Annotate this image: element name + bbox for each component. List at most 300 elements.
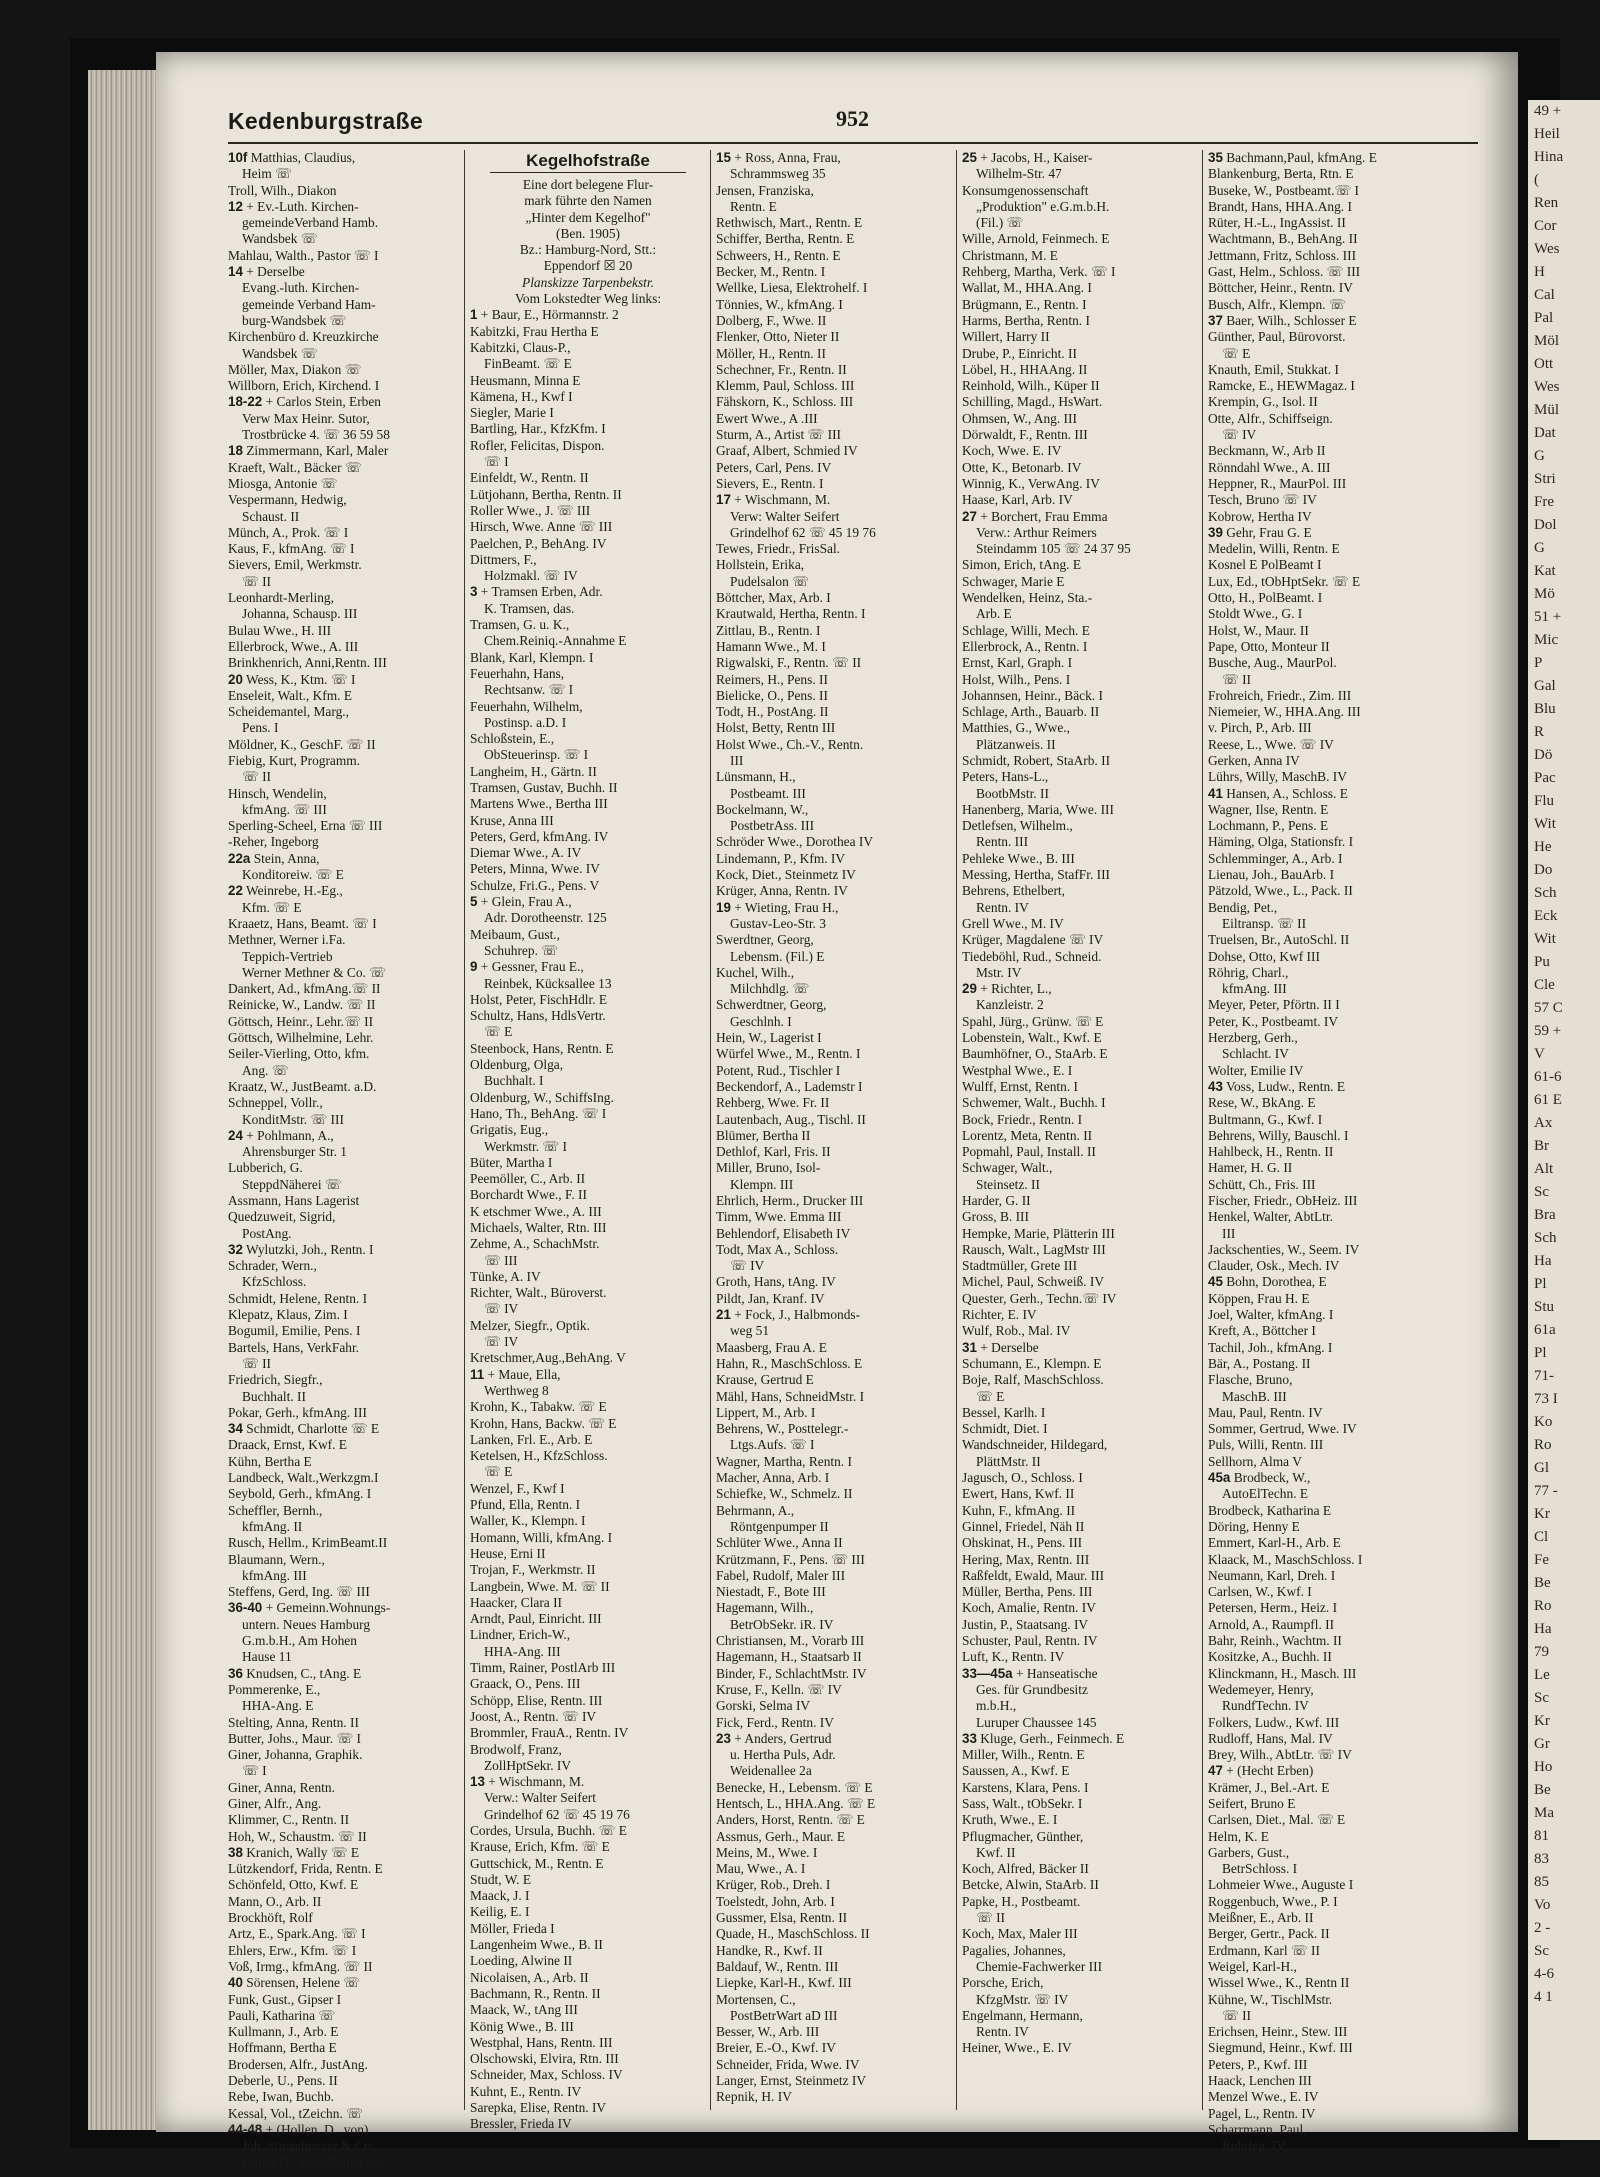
directory-entry: Toelstedt, John, Arb. I (716, 1893, 835, 1909)
directory-entry: Mahlau, Walth., Pastor ☏ I (228, 247, 379, 263)
directory-entry: Hoh, W., Schaustm. ☏ II (228, 1828, 367, 1844)
directory-entry: Dankert, Ad., kfmAng.☏ II (228, 981, 381, 997)
directory-entry: Lautenbach, Aug., Tischl. II (716, 1111, 866, 1127)
directory-entry: Oldenburg, Olga, (470, 1057, 564, 1073)
directory-entry: Diemar Wwe., A. IV (470, 845, 582, 861)
directory-entry: Chem.Reiniq.-Annahme E (484, 633, 627, 649)
directory-entry: Saussen, A., Kwf. E (962, 1763, 1070, 1779)
directory-entry: K. Tramsen, das. (484, 600, 575, 616)
directory-entry: Stadtmüller, Grete III (962, 1258, 1078, 1274)
column-divider (1202, 150, 1203, 2110)
directory-entry: Klimmer, C., Rentn. II (228, 1812, 350, 1828)
facing-page-line: 57 C (1534, 1000, 1563, 1016)
directory-entry: Lührs, Willy, MaschB. IV (1208, 769, 1347, 785)
directory-entry: ☏ II (242, 1355, 272, 1371)
directory-entry: Kullmann, J., Arb. E (228, 2024, 339, 2040)
facing-page-line: Alt (1534, 1161, 1554, 1177)
directory-entry: Artz, E., Spark.Ang. ☏ I (228, 1926, 366, 1942)
directory-entry: Schmidt, Robert, StaArb. II (962, 752, 1111, 768)
directory-entry: Brandt, Hans, HHA.Ang. I (1208, 198, 1352, 214)
directory-entry: Schneppel, Vollr., (228, 1095, 323, 1111)
facing-page-line: Mic (1534, 632, 1559, 648)
directory-entry: Wachtmann, B., BehAng. II (1208, 231, 1358, 247)
directory-entry: Bachmann, R., Rentn. II (470, 1985, 601, 2001)
directory-entry: Waller, K., Klempn. I (470, 1513, 586, 1529)
facing-page-line: 81 (1534, 1828, 1549, 1844)
directory-entry: Mau, Wwe., A. I (716, 1861, 806, 1877)
directory-entry: Klemm, Paul, Schloss. III (716, 378, 855, 394)
facing-page-line: 61-6 (1534, 1069, 1562, 1085)
directory-entry: Schrammsweg 35 (730, 166, 826, 182)
facing-page-line: Ho (1534, 1759, 1553, 1775)
directory-entry: Wellke, Liesa, Elektrohelf. I (716, 280, 868, 296)
directory-entry: Bogumil, Emilie, Pens. I (228, 1323, 361, 1339)
directory-entry: Wille, Arnold, Feinmech. E (962, 231, 1110, 247)
directory-entry: Wulf, Rob., Mal. IV (962, 1323, 1071, 1339)
facing-page-line: Ren (1534, 195, 1559, 211)
directory-entry: Schmidt, Helene, Rentn. I (228, 1290, 368, 1306)
directory-entry: Verw: Walter Seifert (730, 508, 840, 524)
directory-entry: Lützkendorf, Frida, Rentn. E (228, 1861, 383, 1877)
directory-entry: Funk, Gust., Gipser I (228, 1991, 342, 2007)
directory-entry: Mstr. IV (976, 964, 1022, 980)
directory-entry: Rentn. IV (976, 2024, 1029, 2040)
directory-entry: Repnik, H. IV (716, 2089, 792, 2105)
directory-entry: Behrens, Ethelbert, (962, 883, 1065, 899)
directory-entry: Graaf, Albert, Schmied IV (716, 443, 858, 459)
directory-entry: Ramcke, E., HEWMagaz. I (1208, 378, 1355, 394)
directory-entry: Kaus, F., kfmAng. ☏ I (228, 541, 355, 557)
directory-entry: Holst, W., Maur. II (1208, 622, 1309, 638)
directory-entry: Harms, Bertha, Rentn. I (962, 312, 1090, 328)
directory-entry: Joost, A., Rentn. ☏ IV (470, 1708, 597, 1724)
directory-entry: BetrSchloss. I (1222, 1861, 1298, 1877)
directory-entry: Jackschenties, W., Seem. IV (1208, 1241, 1360, 1257)
directory-entry: Konsumgenossenschaft (962, 182, 1089, 198)
facing-page-line: Pl (1534, 1276, 1547, 1292)
directory-entry: 39 Gehr, Frau G. E (1208, 524, 1312, 540)
directory-entry: K etschmer Wwe., A. III (470, 1203, 602, 1219)
directory-entry: Schultz, Hans, HdlsVertr. (470, 1008, 606, 1024)
directory-entry: Krämer, J., Bel.-Art. E (1208, 1779, 1330, 1795)
directory-entry: Potent, Rud., Tischler I (716, 1062, 841, 1078)
directory-entry: Kositzke, A., Buchh. II (1208, 1649, 1332, 1665)
directory-entry: Rese, W., BkAng. E (1208, 1095, 1316, 1111)
directory-entry: Jettmann, Fritz, Schloss. III (1208, 247, 1357, 263)
directory-entry: Gorski, Selma IV (716, 1698, 811, 1714)
directory-entry: Steenbock, Hans, Rentn. E (470, 1040, 614, 1056)
directory-entry: Sommer, Gertrud, Wwe. IV (1208, 1421, 1357, 1437)
directory-entry: Dörwaldt, F., Rentn. III (962, 427, 1088, 443)
directory-entry: Peters, Gerd, kfmAng. IV (470, 828, 609, 844)
directory-entry: Knauth, Emil, Stukkat. I (1208, 361, 1339, 377)
directory-entry: Melzer, Siegfr., Optik. (470, 1317, 590, 1333)
directory-entry: ☏ IV (484, 1334, 519, 1350)
directory-entry: Plätzanweis. II (976, 736, 1056, 752)
facing-page-line: Kr (1534, 1506, 1550, 1522)
directory-entry: Engelmann, Hermann, (962, 2007, 1083, 2023)
directory-entry: Chemie-Fachwerker III (976, 1958, 1103, 1974)
directory-entry: kfmAng. III (1222, 981, 1287, 997)
facing-page-line: Hina (1534, 149, 1564, 165)
facing-page-line: G (1534, 540, 1545, 556)
directory-entry: 22 Weinrebe, H.-Eg., (228, 883, 343, 899)
directory-entry: Köppen, Frau H. E (1208, 1290, 1310, 1306)
directory-entry: Brodwolf, Franz, (470, 1741, 562, 1757)
directory-entry: Schlage, Willi, Mech. E (962, 622, 1090, 638)
directory-entry: Friedrich, Siegfr., (228, 1372, 323, 1388)
directory-entry: 27 + Borchert, Frau Emma (962, 508, 1108, 524)
directory-entry: Lütjohann, Bertha, Rentn. II (470, 486, 622, 502)
directory-entry: Evang.-luth. Kirchen- (242, 280, 360, 296)
directory-entry: Gerken, Anna IV (1208, 752, 1300, 768)
directory-entry: Krause, Gertrud E (716, 1372, 814, 1388)
directory-entry: „Produktion" e.G.m.b.H. (976, 198, 1110, 214)
directory-entry: Werthweg 8 (484, 1382, 549, 1398)
directory-entry: Krützmann, F., Pens. ☏ III (716, 1551, 865, 1567)
directory-entry: Hagemann, H., Staatsarb II (716, 1649, 862, 1665)
directory-entry: Tesch, Bruno ☏ IV (1208, 492, 1317, 508)
directory-entry: Krohn, K., Tabakw. ☏ E (470, 1399, 607, 1415)
directory-entry: ☏ II (1222, 2007, 1252, 2023)
directory-entry: 10f Matthias, Claudius, (228, 150, 356, 165)
directory-entry: Hempke, Marie, Plätterin III (962, 1225, 1115, 1241)
facing-page-line: 83 (1534, 1851, 1549, 1867)
directory-entry: ☏ IV (1222, 427, 1257, 443)
directory-entry: ☏ II (1222, 671, 1252, 687)
directory-entry: Brommler, FrauA., Rentn. IV (470, 1725, 629, 1741)
directory-entry: Lebensm. (Fil.) E (730, 948, 825, 964)
directory-entry: Buchhalt. II (242, 1388, 306, 1404)
facing-page-line: V (1534, 1046, 1545, 1062)
directory-entry: Hamer, H. G. II (1208, 1160, 1293, 1176)
directory-entry: III (730, 752, 744, 768)
directory-entry: Wandsbek ☏ (242, 345, 318, 361)
directory-entry: Michel, Paul, Schweiß. IV (962, 1274, 1105, 1290)
facing-page-line: Ax (1534, 1115, 1553, 1131)
directory-entry: ☏ IV (730, 1258, 765, 1274)
directory-entry: Schumann, E., Klempn. E (962, 1355, 1102, 1371)
facing-page-line: 61 E (1534, 1092, 1562, 1108)
directory-entry: PostAng. (242, 1225, 292, 1241)
directory-entry: 37 Baer, Wilh., Schlosser E (1208, 312, 1357, 328)
directory-entry: Rigwalski, F., Rentn. ☏ II (716, 655, 862, 671)
directory-entry: Ges. für Grundbesitz (976, 1681, 1088, 1697)
directory-entry: Becker, M., Rentn. I (716, 264, 826, 280)
directory-entry: ☏ E (976, 1388, 1005, 1404)
directory-entry: Klempn. III (730, 1176, 794, 1192)
directory-entry: Hering, Max, Rentn. III (962, 1551, 1090, 1567)
directory-entry: Groth, Hans, tAng. IV (716, 1274, 836, 1290)
directory-entry: Brockhöft, Rolf (228, 1910, 313, 1926)
directory-entry: Pommerenke, E., (228, 1681, 321, 1697)
directory-entry: Meins, M., Wwe. I (716, 1844, 818, 1860)
directory-entry: Weidenallee 2a (730, 1763, 812, 1779)
directory-entry: weg 51 (730, 1323, 770, 1339)
directory-entry: G.m.b.H., Am Hohen (242, 1633, 357, 1649)
directory-entry: Johannsen, Heinr., Bäck. I (962, 687, 1103, 703)
directory-entry: Bär, A., Postang. II (1208, 1355, 1311, 1371)
directory-entry: Lohmeier Wwe., Auguste I (1208, 1877, 1354, 1893)
facing-page-line: ( (1534, 172, 1539, 188)
directory-entry: Rausch, Walt., LagMstr III (962, 1241, 1106, 1257)
facing-page-line: Sc (1534, 1184, 1549, 1200)
directory-entry: Pagel, L., Rentn. IV (1208, 2105, 1316, 2121)
directory-entry: Beckendorf, A., Lademstr I (716, 1078, 863, 1094)
page-number: 952 (836, 106, 869, 131)
directory-entry: m.b.H., (976, 1698, 1017, 1714)
directory-entry: Giner, Alfr., Ang. (228, 1795, 322, 1811)
directory-entry: Gustav-Leo-Str. 3 (730, 915, 826, 931)
directory-entry: Hollstein, Erika, (716, 557, 805, 573)
directory-entry: 18 Zimmermann, Karl, Maler (228, 443, 389, 459)
directory-entry: Hause 11 (242, 1649, 292, 1665)
facing-page-line: Kr (1534, 1713, 1550, 1729)
directory-entry: KfzSchloss. (242, 1274, 307, 1290)
directory-entry: Kraatz, W., JustBeamt. a.D. (228, 1078, 377, 1094)
directory-entry: 34 Schmidt, Charlotte ☏ E (228, 1421, 380, 1437)
directory-entry: Wandsbek ☏ (242, 231, 318, 247)
directory-entry: Teppich-Vertrieb (242, 948, 333, 964)
directory-entry: Ohmsen, W., Ang. III (962, 410, 1077, 426)
facing-page-line: Kat (1534, 563, 1556, 579)
directory-entry: Luruper Chaussee 145 (976, 1714, 1097, 1730)
directory-entry: Richter, Walt., Büroverst. (470, 1285, 607, 1301)
directory-entry: Ellerbrock, Wwe., A. III (228, 638, 359, 654)
directory-entry: 36-40 + Gemeinn.Wohnungs- (228, 1600, 391, 1616)
directory-entry: Quedzuweit, Sigrid, (228, 1209, 336, 1225)
facing-page-line: Dö (1534, 747, 1553, 763)
directory-entry: 45 Bohn, Dorothea, E (1208, 1274, 1327, 1290)
directory-entry: Meißner, E., Arb. II (1208, 1910, 1314, 1926)
directory-entry: Sass, Walt., tObSekr. I (962, 1795, 1083, 1811)
directory-entry: Gross, B. III (962, 1209, 1029, 1225)
directory-entry: Neumann, Karl, Dreh. I (1208, 1567, 1336, 1583)
directory-entry: Koch, Amalie, Rentn. IV (962, 1600, 1096, 1616)
directory-entry: Arb. E (976, 606, 1012, 622)
facing-page-line: Gr (1534, 1736, 1550, 1752)
directory-entry: Postinsp. a.D. I (484, 714, 567, 730)
directory-entry: MaschB. III (1222, 1388, 1287, 1404)
directory-entry: Buseke, W., Postbeamt.☏ I (1208, 182, 1360, 198)
directory-entry: Methner, Werner i.Fa. (228, 932, 346, 948)
directory-entry: Peters, Carl, Pens. IV (716, 459, 832, 475)
facing-page-line: Fre (1534, 494, 1554, 510)
directory-entry: Ltgs.Aufs. ☏ I (730, 1437, 815, 1453)
facing-page-line: Fe (1534, 1552, 1549, 1568)
directory-entry: Garbers, Gust., (1208, 1844, 1290, 1860)
directory-entry: Assmann, Hans Lagerist (228, 1193, 360, 1208)
directory-entry: Rentn. III (976, 834, 1029, 850)
directory-entry: ☏ IV (484, 1301, 519, 1317)
directory-entry: Winnig, K., VerwAng. IV (962, 475, 1100, 491)
directory-entry: Matthies, G., Wwe., (962, 720, 1070, 736)
directory-entry: Timm, Rainer, PostlArb III (470, 1660, 616, 1676)
directory-entry: 17 + Wischmann, M. (716, 492, 831, 508)
directory-entry: Petersen, Herm., Heiz. I (1208, 1600, 1338, 1616)
directory-entry: 18-22 + Carlos Stein, Erben (228, 394, 382, 410)
directory-entry: Münch, A., Prok. ☏ I (228, 524, 349, 540)
directory-entry: 24 + Pohlmann, A., (228, 1127, 334, 1143)
facing-page-line: P (1534, 655, 1543, 671)
directory-entry: Schneider, Frida, Wwe. IV (716, 2056, 860, 2072)
directory-entry: Ang. ☏ (242, 1062, 289, 1078)
directory-entry: Mann, O., Arb. II (228, 1893, 322, 1909)
directory-entry: Meibaum, Gust., (470, 926, 561, 942)
directory-entry: Schwemer, Walt., Buchh. I (962, 1095, 1106, 1111)
directory-entry: Baldauf, W., Rentn. III (716, 1958, 839, 1974)
directory-entry: Lindemann, P., Kfm. IV (716, 850, 846, 866)
directory-entry: Pfund, Ella, Rentn. I (470, 1497, 581, 1513)
page-header (156, 52, 1518, 132)
directory-entry: PlättMstr. II (976, 1453, 1041, 1469)
directory-entry: Gussmer, Elsa, Rentn. II (716, 1910, 848, 1926)
directory-entry: Martens Wwe., Bertha III (470, 796, 608, 812)
directory-entry: Maack, W., tAng III (470, 2002, 578, 2018)
directory-entry: Reinhold, Wilh., Küper II (962, 378, 1100, 394)
directory-entry: Pildt, Jan, Kranf. IV (716, 1290, 825, 1306)
directory-entry: Würfel Wwe., M., Rentn. I (716, 1046, 861, 1062)
facing-page-line: Eck (1534, 908, 1558, 924)
directory-entry: Kraeft, Walt., Bäcker ☏ (228, 459, 362, 475)
directory-entry: burg-Wandsbek ☏ (242, 312, 347, 328)
directory-entry: Troll, Wilh., Diakon (228, 182, 337, 198)
facing-page-line: Sch (1534, 1230, 1557, 1246)
facing-page-line: Wit (1534, 816, 1556, 832)
directory-entry: Joh. Stiegelmeyer & Co. (242, 2138, 375, 2154)
directory-entry: Göttsch, Wilhelmine, Lehr. (228, 1030, 374, 1046)
facing-page-line: G (1534, 448, 1545, 464)
directory-entry: Vespermann, Hedwig, (228, 492, 347, 508)
directory-entry: Feuerhahn, Wilhelm, (470, 698, 583, 714)
directory-entry: 19 + Wieting, Frau H., (716, 899, 839, 915)
directory-entry: Draack, Ernst, Kwf. E (228, 1437, 347, 1453)
directory-entry: Folkers, Ludw., Kwf. III (1208, 1714, 1340, 1730)
directory-entry: Krohn, Hans, Backw. ☏ E (470, 1415, 617, 1431)
directory-entry: Brodbeck, Katharina E (1208, 1502, 1332, 1518)
facing-page-line: Br (1534, 1138, 1549, 1154)
directory-entry: Sturm, A., Artist ☏ III (716, 427, 841, 443)
directory-entry: Michaels, Walter, Rtn. III (470, 1220, 607, 1235)
directory-entry: Kraaetz, Hans, Beamt. ☏ I (228, 915, 377, 931)
directory-entry: Adr. Dorotheenstr. 125 (484, 910, 607, 926)
directory-entry: Werner Methner & Co. ☏ (242, 964, 386, 980)
directory-entry: Scheffler, Bernh., (228, 1502, 323, 1518)
street-title: Kedenburgstraße (228, 108, 423, 134)
directory-entry: Günther, Paul, Bürovorst. (1208, 329, 1346, 345)
directory-entry: Willert, Harry II (962, 329, 1050, 345)
facing-page-line: Wes (1534, 379, 1560, 395)
directory-entry: Holst, Betty, Rentn III (716, 720, 836, 736)
facing-page-line: 2 - (1534, 1920, 1551, 1936)
directory-entry: Leonhardt-Merling, (228, 590, 334, 606)
facing-page-line: Cl (1534, 1529, 1549, 1545)
facing-page-line: 51 + (1534, 609, 1562, 625)
directory-entry: 44-48 + (Hollen, D., von) (228, 2121, 369, 2137)
facing-page-line: R (1534, 724, 1545, 740)
directory-entry: Richter, E. IV (962, 1307, 1037, 1323)
directory-entry: Wandschneider, Hildegard, (962, 1437, 1108, 1453)
directory-entry: Bock, Friedr., Rentn. I (962, 1111, 1083, 1127)
directory-entry: Schöpp, Elise, Rentn. III (470, 1692, 603, 1708)
directory-entry: 36 Knudsen, C., tAng. E (228, 1665, 362, 1681)
directory-entry: Besser, W., Arb. III (716, 2024, 820, 2040)
directory-entry: Heim ☏ (242, 166, 292, 182)
facing-page-line: Wit (1534, 931, 1556, 947)
directory-entry: Brodersen, Alfr., JustAng. (228, 2056, 368, 2072)
directory-entry: Heppner, R., MaurPol. III (1208, 475, 1347, 491)
directory-entry: Pens. I (242, 720, 279, 736)
directory-entry: Kock, Diet., Steinmetz IV (716, 867, 856, 883)
directory-entry: Fähskorn, K., Schloss. III (716, 394, 854, 410)
directory-entry: Ewert, Hans, Kwf. II (962, 1486, 1075, 1502)
directory-entry: Herzberg, Gerh., (1208, 1030, 1298, 1046)
directory-entry: 21 + Fock, J., Halbmonds- (716, 1307, 861, 1323)
directory-entry: AutoElTechn. E (1222, 1486, 1309, 1502)
column-divider (710, 150, 711, 2110)
directory-entry: Holst, Peter, FischHdlr. E (470, 991, 608, 1007)
page-stack-edge (88, 70, 156, 2130)
directory-entry: Eine dort belegene Flur- (522, 177, 654, 192)
directory-entry: Rebe, Iwan, Buchb. (228, 2089, 334, 2105)
directory-entry: Rohrleg. IV (1222, 2138, 1286, 2154)
facing-page-line: Dat (1534, 425, 1556, 441)
directory-entry: Westphal Wwe., E. I (962, 1062, 1073, 1078)
directory-entry: 14 + Derselbe (228, 264, 305, 280)
directory-entry: Langheim, H., Gärtn. II (470, 763, 597, 779)
directory-entry: Haack, Lenchen III (1208, 2073, 1312, 2089)
directory-entry: Kosnel E PolBeamt I (1208, 557, 1322, 573)
directory-entry: untern. Neues Hamburg (242, 1616, 371, 1632)
directory-entry: Peters, Minna, Wwe. IV (470, 861, 600, 877)
facing-page-line: Stu (1534, 1299, 1555, 1315)
facing-page-line: Möl (1534, 333, 1560, 349)
directory-entry: Enseleit, Walt., Kfm. E (228, 687, 352, 703)
directory-entry: Dethlof, Karl, Fris. II (716, 1144, 831, 1160)
directory-entry: Wissel Wwe., K., Rentn II (1208, 1975, 1350, 1991)
directory-entry: Paelchen, P., BehAng. IV (470, 535, 607, 551)
directory-entry: Vom Lokstedter Weg links: (514, 291, 662, 307)
directory-entry: Miosga, Antonie ☏ (228, 475, 338, 491)
directory-entry: Pagalies, Johannes, (962, 1942, 1066, 1958)
directory-entry: Jagusch, O., Schloss. I (962, 1470, 1083, 1486)
directory-entry: Berger, Gertr., Pack. II (1208, 1926, 1330, 1942)
directory-entry: Otte, K., Betonarb. IV (962, 459, 1082, 475)
directory-entry: Raßfeldt, Ewald, Maur. III (962, 1567, 1105, 1583)
directory-entry: 23 + Anders, Gertrud (716, 1730, 832, 1746)
directory-entry: Reese, L., Wwe. ☏ IV (1208, 736, 1334, 752)
facing-page-line: Cle (1534, 977, 1555, 993)
directory-entry: Justin, P., Staatsang. IV (962, 1616, 1089, 1632)
directory-entry: Schilling, Magd., HsWart. (962, 394, 1103, 410)
directory-entry: 32 Wylutzki, Joh., Rentn. I (228, 1241, 374, 1257)
directory-entry: Hein, W., Lagerist I (716, 1030, 822, 1046)
directory-entry: Anders, Horst, Rentn. ☏ E (716, 1812, 865, 1828)
directory-entry: Göttsch, Heinr., Lehr.☏ II (228, 1013, 374, 1029)
directory-entry: Carlsen, Diet., Mal. ☏ E (1208, 1812, 1346, 1828)
directory-entry: Fick, Ferd., Rentn. IV (716, 1714, 834, 1730)
directory-entry: Zittlau, B., Rentn. I (716, 622, 821, 638)
directory-entry: Blaumann, Wern., (228, 1551, 325, 1567)
directory-entry: Müller, Bertha, Pens. III (962, 1584, 1093, 1600)
directory-entry: Wendelken, Heinz, Sta.- (962, 590, 1093, 606)
directory-entry: Henkel, Walter, AbtLtr. (1208, 1209, 1333, 1225)
facing-page-line: Sc (1534, 1690, 1549, 1706)
facing-page-line: Le (1534, 1667, 1550, 1683)
directory-entry: 43 Voss, Ludw., Rentn. E (1208, 1078, 1346, 1094)
directory-entry: Feuerhahn, Hans, (470, 665, 565, 681)
directory-entry: Ernst, Karl, Graph. I (962, 655, 1073, 671)
